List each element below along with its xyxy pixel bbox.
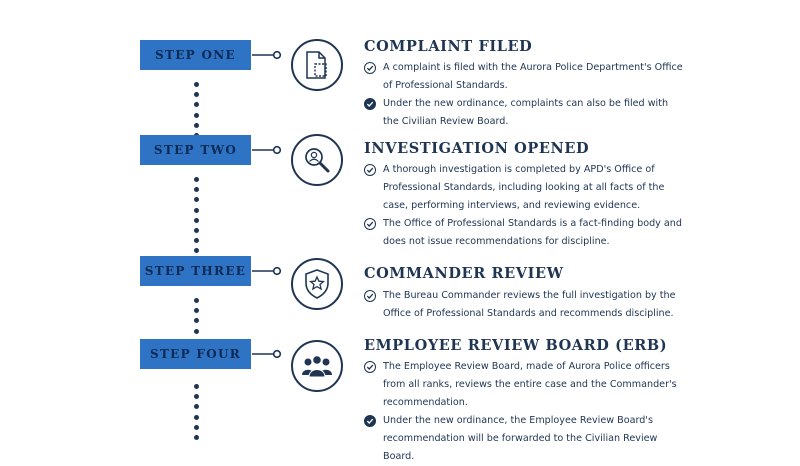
step-two-label: STEP TWO: [140, 135, 251, 165]
shield-icon: [302, 268, 332, 300]
timeline-dots: [192, 82, 200, 143]
step-three-icon-circle: [291, 258, 343, 310]
check-circle-icon: [364, 62, 376, 74]
bullet-text: Under the new ordinance, the Employee Review Board's recommendation will be forwarded to the Civilian Review Board.: [383, 415, 658, 462]
step-two-title: INVESTIGATION OPENED: [364, 140, 590, 157]
step-four-bullet-1: [364, 358, 684, 412]
bullet-text: A complaint is filed with the Aurora Police Department's Office of Professional Standards.: [383, 62, 683, 91]
step-one-title: COMPLAINT FILED: [364, 38, 533, 55]
step-two-icon-circle: [291, 134, 343, 186]
step-two-bullet-1: [364, 161, 684, 215]
magnifier-icon: [302, 145, 332, 175]
connector-line: [252, 266, 282, 276]
step-four-icon-circle: [291, 340, 343, 392]
timeline-dots: [192, 177, 200, 259]
step-four-bullet-2: [364, 412, 684, 466]
step-three-title: COMMANDER REVIEW: [364, 265, 564, 282]
check-circle-filled-icon: [364, 98, 376, 110]
timeline-dots: [192, 384, 200, 445]
step-one-bullet-1: [364, 59, 684, 95]
connector-line: [252, 145, 282, 155]
check-circle-filled-icon: [364, 415, 376, 427]
check-circle-icon: [364, 218, 376, 230]
connector-line: [252, 50, 282, 60]
step-one-icon-circle: [291, 39, 343, 91]
connector-line: [252, 349, 282, 359]
step-two-bullet-2: [364, 215, 684, 251]
check-circle-icon: [364, 361, 376, 373]
bullet-text: Under the new ordinance, complaints can also be filed with the Civilian Review Board.: [383, 98, 669, 127]
timeline-dots: [192, 298, 200, 339]
check-circle-icon: [364, 290, 376, 302]
group-icon: [300, 354, 334, 378]
bullet-text: The Employee Review Board, made of Aurora Police officers from all ranks, reviews the entire case and the Commander's recommendation.: [383, 361, 677, 408]
step-four-title: EMPLOYEE REVIEW BOARD (ERB): [364, 337, 668, 354]
step-three-bullet-1: [364, 287, 684, 323]
step-one-label: STEP ONE: [140, 40, 251, 70]
check-circle-icon: [364, 164, 376, 176]
bullet-text: The Bureau Commander reviews the full investigation by the Office of Professional Standards and recommends discipline.: [383, 290, 676, 319]
bullet-text: A thorough investigation is completed by APD's Office of Professional Standards, including looking at all facts of the case, performing interviews, and reviewing evidence.: [383, 164, 665, 211]
step-four-label: STEP FOUR: [140, 339, 251, 369]
bullet-text: The Office of Professional Standards is a fact-finding body and does not issue recommendations for discipline.: [383, 218, 682, 247]
step-three-label: STEP THREE: [140, 256, 251, 286]
document-icon: [302, 49, 332, 81]
step-one-bullet-2: [364, 95, 684, 131]
